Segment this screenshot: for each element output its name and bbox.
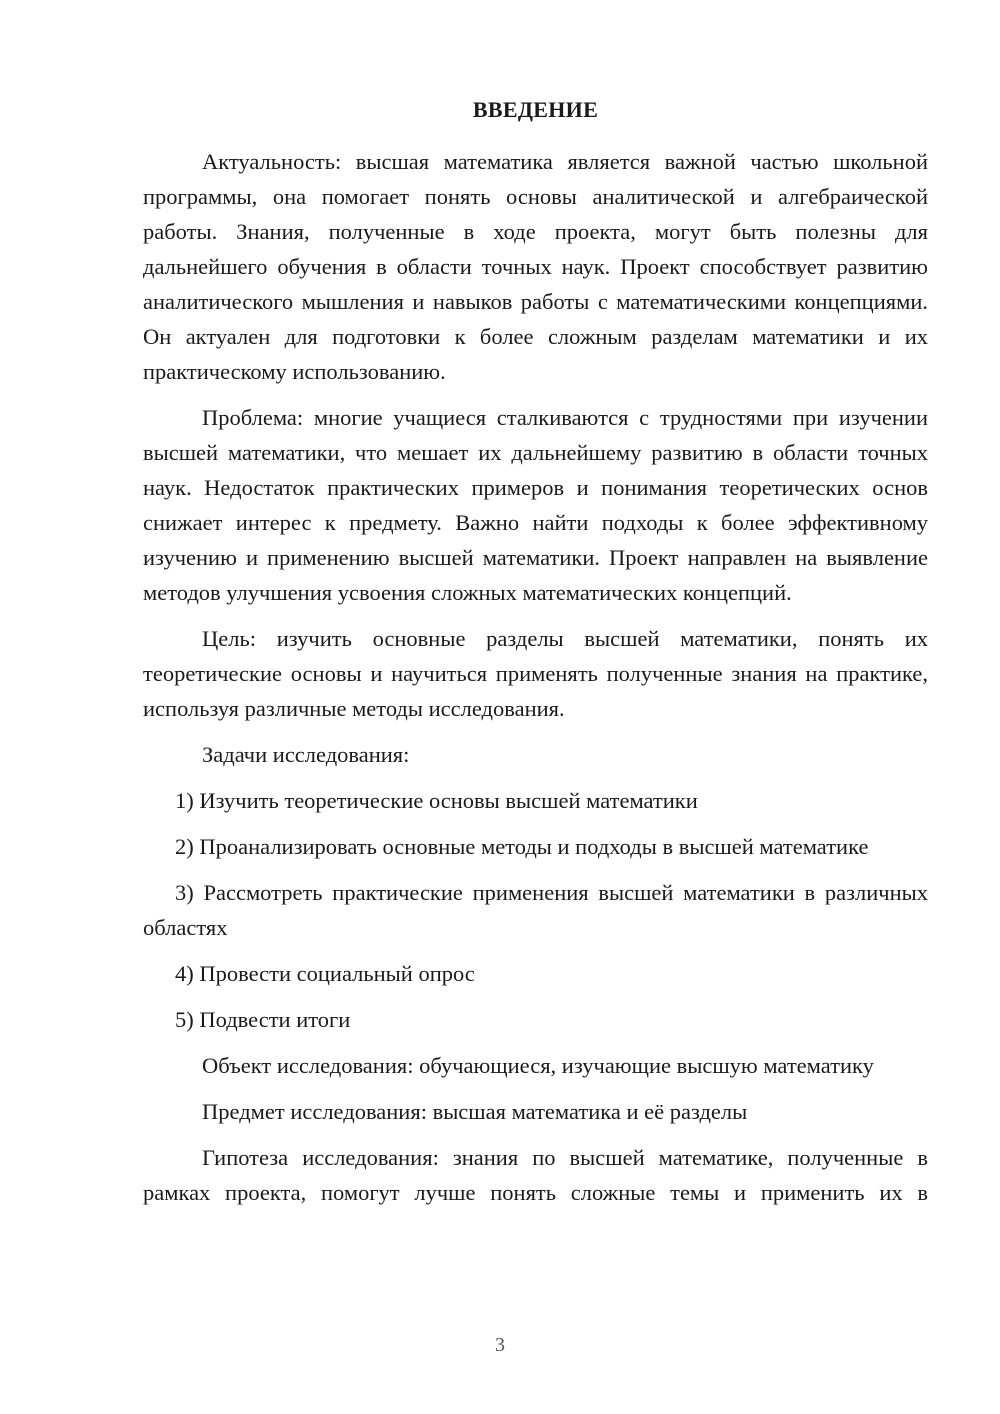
- relevance-paragraph: Актуальность: высшая математика является важной частью школьной программы, она помогает понять основы аналитической и алгебраической работы. Знания, полученные в ходе проекта, могут быть полезны для дальнейшего обучения в области точных наук. Проект способствует развитию аналитического мышления и навыков работы с математическими концепциями. Он актуален для подготовки к более сложным разделам математики и их практическому использованию.: [143, 149, 928, 384]
- task-item-1: 1) Изучить теоретические основы высшей математики: [175, 788, 698, 813]
- task-item-5: 5) Подвести итоги: [175, 1007, 351, 1032]
- task-item-3: 3) Рассмотреть практические применения высшей математики в различных областях: [143, 880, 928, 940]
- task-item-2: 2) Проанализировать основные методы и подходы в высшей математике: [175, 834, 869, 859]
- task-item-4: 4) Провести социальный опрос: [175, 961, 475, 986]
- document-page: [143, 92, 928, 1221]
- tasks-heading: Задачи исследования:: [202, 742, 410, 767]
- problem-paragraph: Проблема: многие учащиеся сталкиваются с трудностями при изучении высшей математики, что мешает их дальнейшему развитию в области точных наук. Недостаток практических примеров и понимания теоретических основ снижает интерес к предмету. Важно найти подходы к более эффективному изучению и применению высшей математики. Проект направлен на выявление методов улучшения усвоения сложных математических концепций.: [143, 405, 928, 605]
- hypothesis-paragraph: Гипотеза исследования: знания по высшей математике, полученные в рамках проекта, помогут лучше понять сложные темы и применить их в: [143, 1145, 928, 1205]
- object-paragraph: Объект исследования: обучающиеся, изучающие высшую математику: [202, 1053, 874, 1078]
- page-number: 3: [495, 1334, 505, 1356]
- goal-paragraph: Цель: изучить основные разделы высшей математики, понять их теоретические основы и научиться применять полученные знания на практике, используя различные методы исследования.: [143, 626, 928, 721]
- subject-paragraph: Предмет исследования: высшая математика и её разделы: [202, 1099, 748, 1124]
- section-title: ВВЕДЕНИЕ: [472, 97, 599, 122]
